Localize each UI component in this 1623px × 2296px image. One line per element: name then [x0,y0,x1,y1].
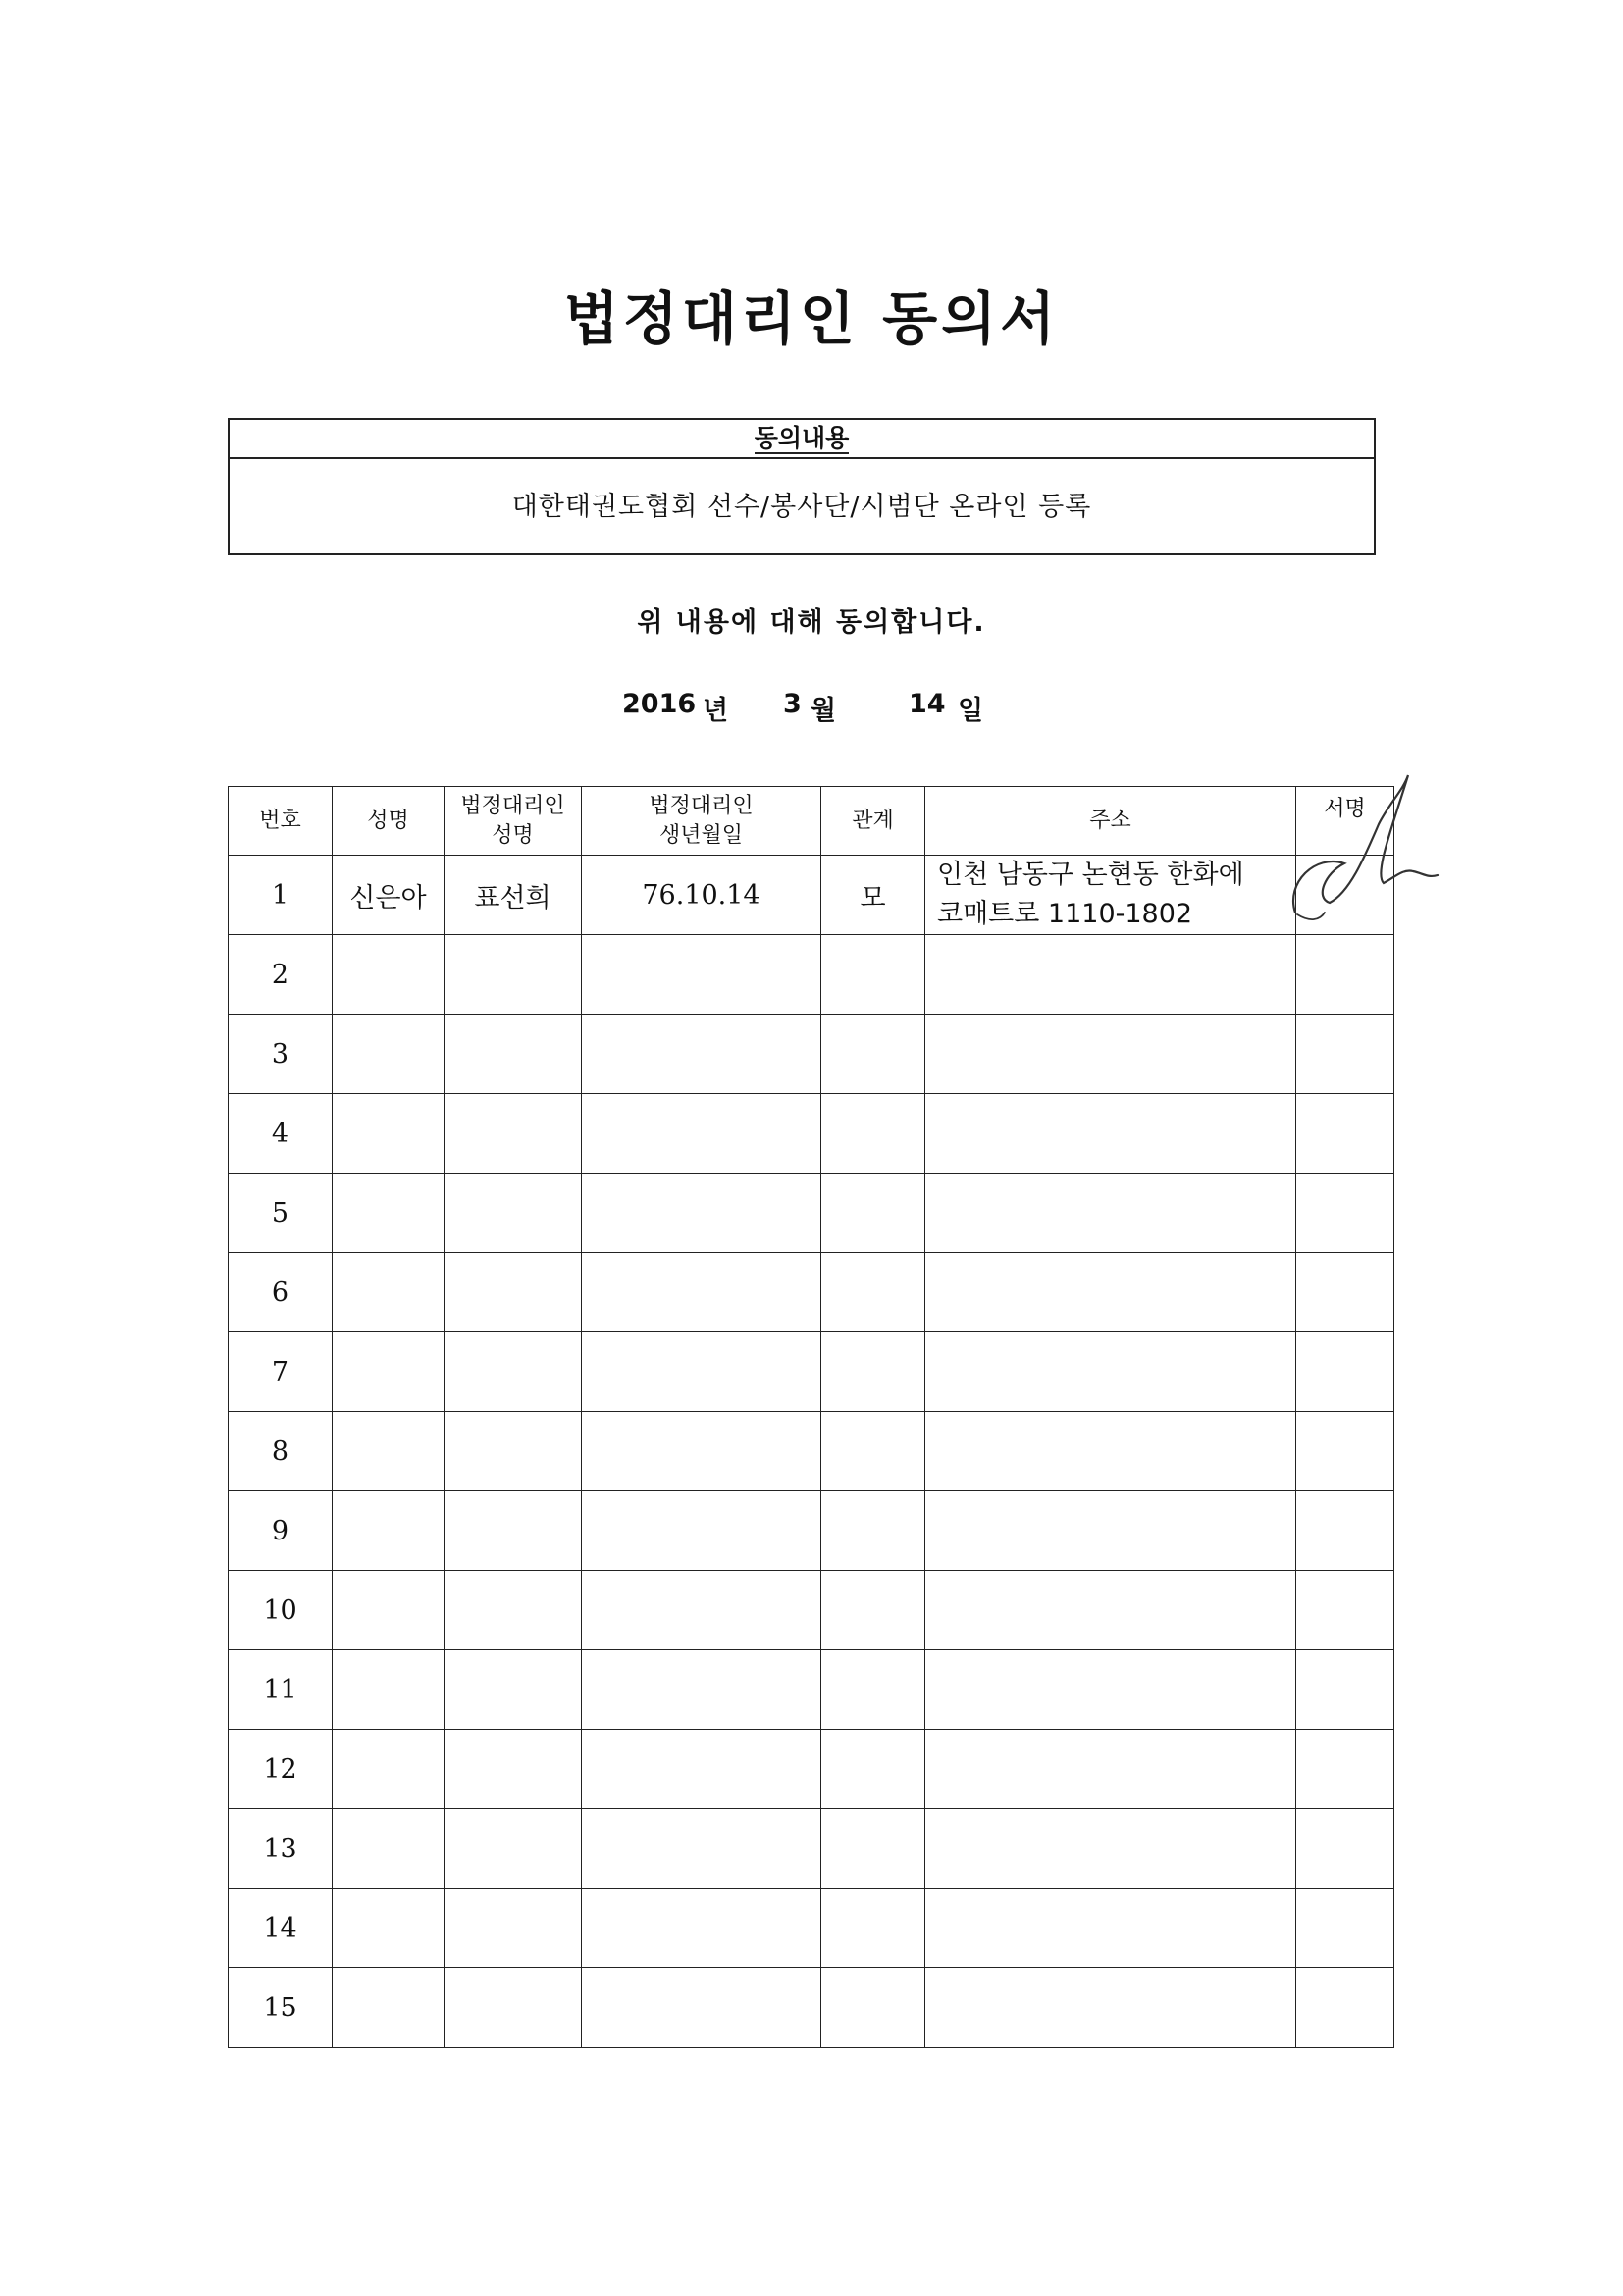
row-relation [821,1094,925,1174]
table-row [229,1730,1394,1809]
row-relation [821,1491,925,1571]
table-row [229,1094,1394,1174]
row-guardian-name [445,1253,582,1332]
row-relation [821,1332,925,1412]
table-row [229,1491,1394,1571]
row-guardian-name [445,1968,582,2048]
row-signature [1296,1491,1394,1571]
row-guardian-dob [582,935,821,1015]
row-relation [821,1412,925,1491]
header-guardian-dob [582,787,821,856]
row-guardian-name [445,1174,582,1253]
row-relation: 모 [821,856,925,935]
table-row [229,1809,1394,1889]
row-signature [1296,1571,1394,1650]
table-body [229,856,1394,2048]
row-number: 11 [229,1650,333,1730]
row-relation [821,1968,925,2048]
row-guardian-name [445,1094,582,1174]
row-address [925,1253,1296,1332]
row-number: 14 [229,1889,333,1968]
header-guardian-name-line2: 성명 [492,822,534,848]
row-name [333,1094,445,1174]
row-guardian-name [445,1730,582,1809]
row-relation [821,1809,925,1889]
row-name [333,1968,445,2048]
date-month-unit: 월 [811,696,837,726]
row-guardian-name: 표선희 [445,856,582,935]
table-row [229,1889,1394,1968]
row-address [925,1174,1296,1253]
row-signature [1296,1332,1394,1412]
row-relation [821,1650,925,1730]
row-signature [1296,1015,1394,1094]
row-number: 1 [229,856,333,935]
row-guardian-name [445,1491,582,1571]
row-signature [1296,935,1394,1015]
header-address: 주소 [925,787,1296,856]
row-guardian-name [445,1809,582,1889]
row-relation [821,1253,925,1332]
row-number: 10 [229,1571,333,1650]
row-address [925,1650,1296,1730]
row-name [333,1809,445,1889]
row-address [925,856,1296,935]
row-relation [821,935,925,1015]
row-number: 2 [229,935,333,1015]
header-guardian-name [445,787,582,856]
row-name [333,935,445,1015]
table-row [229,1968,1394,2048]
table-row [229,935,1394,1015]
row-number: 8 [229,1412,333,1491]
table-row [229,1571,1394,1650]
row-guardian-name [445,1571,582,1650]
row-number: 9 [229,1491,333,1571]
row-relation [821,1889,925,1968]
consent-body: 대한태권도협회 선수/봉사단/시범단 온라인 등록 [511,492,1092,522]
row-signature [1296,1889,1394,1968]
header-guardian-dob-line2: 생년월일 [658,822,743,848]
row-name [333,1174,445,1253]
row-address [925,1809,1296,1889]
header-name: 성명 [333,787,445,856]
row-name [333,1650,445,1730]
row-name [333,1730,445,1809]
agreement-statement: 위 내용에 대해 동의합니다. [637,607,986,638]
header-relation: 관계 [821,787,925,856]
row-address-line1: 인천 남동구 논현동 한화에 [937,860,1244,890]
row-number: 15 [229,1968,333,2048]
row-address [925,1094,1296,1174]
row-address [925,1889,1296,1968]
date-year: 2016 [622,689,697,719]
date-day-unit: 일 [958,696,984,726]
row-name: 신은아 [333,856,445,935]
document-title: 법정대리인 동의서 [563,286,1060,352]
row-name [333,1571,445,1650]
consent-content-box [228,418,1376,555]
row-number: 5 [229,1174,333,1253]
row-name [333,1889,445,1968]
table-row [229,1253,1394,1332]
consent-header [230,420,1374,459]
row-guardian-dob [582,1968,821,2048]
header-number: 번호 [229,787,333,856]
table-row [229,1174,1394,1253]
row-guardian-dob [582,1889,821,1968]
row-address [925,1015,1296,1094]
row-guardian-name [445,1332,582,1412]
row-guardian-dob [582,1412,821,1491]
date-month: 3 [783,689,802,719]
header-guardian-name-line1: 법정대리인 [460,793,565,818]
table-row [229,1412,1394,1491]
row-signature [1296,856,1394,935]
row-name [333,1253,445,1332]
row-relation [821,1015,925,1094]
table-row [229,856,1394,935]
row-number: 7 [229,1332,333,1412]
row-address-line2: 코매트로 1110-1802 [937,899,1193,929]
row-guardian-dob [582,1650,821,1730]
row-relation [821,1730,925,1809]
row-guardian-dob [582,1809,821,1889]
row-guardian-dob [582,1571,821,1650]
date-year-unit: 년 [703,696,729,726]
table-row [229,1015,1394,1094]
table-row [229,1332,1394,1412]
header-guardian-dob-line1: 법정대리인 [649,793,754,818]
row-guardian-dob [582,1730,821,1809]
row-relation [821,1174,925,1253]
row-guardian-name [445,1650,582,1730]
row-address [925,1730,1296,1809]
row-guardian-dob [582,1094,821,1174]
guardian-table [228,786,1394,2048]
header-signature: 서명 [1296,787,1394,856]
consent-header-label: 동의내용 [754,424,850,452]
row-signature [1296,1730,1394,1809]
row-guardian-dob [582,1253,821,1332]
row-guardian-dob [582,1015,821,1094]
row-address [925,1968,1296,2048]
row-guardian-dob [582,1332,821,1412]
row-address [925,1571,1296,1650]
row-guardian-name [445,935,582,1015]
row-guardian-name [445,1015,582,1094]
row-address [925,1332,1296,1412]
row-number: 13 [229,1809,333,1889]
table-row [229,1650,1394,1730]
row-address [925,1491,1296,1571]
row-relation [821,1571,925,1650]
row-signature [1296,1968,1394,2048]
row-guardian-dob [582,1491,821,1571]
row-guardian-name [445,1412,582,1491]
row-number: 12 [229,1730,333,1809]
row-name [333,1015,445,1094]
row-signature [1296,1253,1394,1332]
row-number: 6 [229,1253,333,1332]
row-number: 4 [229,1094,333,1174]
row-signature [1296,1174,1394,1253]
row-guardian-dob [582,1174,821,1253]
row-address [925,935,1296,1015]
row-name [333,1491,445,1571]
row-signature [1296,1412,1394,1491]
row-name [333,1332,445,1412]
date-day: 14 [909,689,946,719]
row-address [925,1412,1296,1491]
row-name [333,1412,445,1491]
row-number: 3 [229,1015,333,1094]
row-signature [1296,1809,1394,1889]
row-signature [1296,1650,1394,1730]
table-header-row [229,787,1394,856]
row-guardian-name [445,1889,582,1968]
row-signature [1296,1094,1394,1174]
row-guardian-dob: 76.10.14 [582,856,821,935]
